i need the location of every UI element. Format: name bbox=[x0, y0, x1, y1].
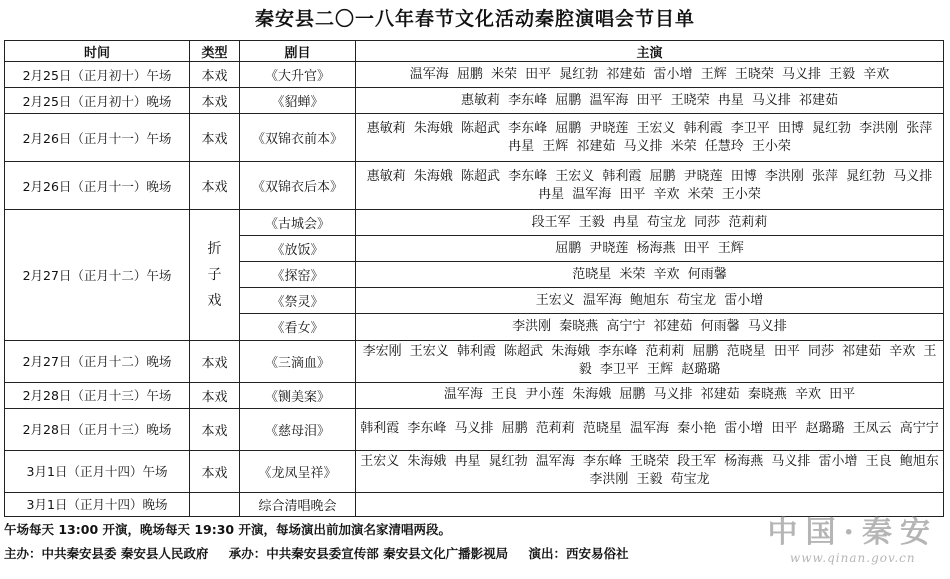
row-type: 本戏 bbox=[190, 450, 240, 492]
organizer-text: 承办：中共秦安县委宣传部 秦安县文化广播影视局 bbox=[228, 546, 509, 561]
row-type bbox=[190, 492, 240, 516]
row-cast: 李洪刚 秦晓燕 高宁宁 祁建茹 何雨馨 马义排 bbox=[356, 314, 944, 340]
performer-text: 演出：西安易俗社 bbox=[528, 546, 629, 561]
watermark-text: 中国·秦安 bbox=[767, 515, 938, 550]
table-row bbox=[5, 492, 944, 516]
row-time: 2月27日（正月十二）午场 bbox=[5, 210, 190, 340]
row-play: 《古城会》 bbox=[240, 210, 356, 236]
row-cast: 惠敏莉 朱海娥 陈超武 李东峰 屈鹏 尹晓莲 王宏义 韩利霞 李卫平 田博 晁红勃 李洪刚 张萍 冉星 王辉 祁建茹 马义排 米荣 任慧玲 王小荣 bbox=[356, 114, 944, 162]
row-time: 3月1日（正月十四）午场 bbox=[5, 450, 190, 492]
row-play: 《铡美案》 bbox=[240, 382, 356, 408]
header-type: 类型 bbox=[190, 41, 240, 62]
page-title: 秦安县二〇一八年春节文化活动秦腔演唱会节目单 bbox=[254, 8, 695, 30]
watermark-url: www.qinan.gov.cn bbox=[789, 551, 916, 565]
row-time: 3月1日（正月十四）晚场 bbox=[5, 492, 190, 516]
organizers-line bbox=[4, 544, 644, 562]
row-play: 《双锦衣后本》 bbox=[240, 162, 356, 210]
row-cast: 王宏义 朱海娥 冉星 晁红勃 温军海 李东峰 王晓荣 段王军 杨海燕 马义排 雷小增 王良 鲍旭东 李洪刚 王毅 苟宝龙 bbox=[356, 450, 944, 492]
table-row bbox=[5, 382, 944, 408]
table-row bbox=[5, 62, 944, 88]
row-play: 《看女》 bbox=[240, 314, 356, 340]
row-cast: 王宏义 温军海 鲍旭东 苟宝龙 雷小增 bbox=[356, 288, 944, 314]
row-play: 《祭灵》 bbox=[240, 288, 356, 314]
row-play: 《放饭》 bbox=[240, 236, 356, 262]
row-type: 本戏 bbox=[190, 340, 240, 382]
row-type-label: 折子戏 bbox=[207, 240, 222, 309]
row-play: 综合清唱晚会 bbox=[240, 492, 356, 516]
table-row bbox=[5, 210, 944, 236]
row-play: 《貂蝉》 bbox=[240, 88, 356, 114]
row-type: 本戏 bbox=[190, 408, 240, 450]
row-type: 本戏 bbox=[190, 88, 240, 114]
row-cast: 温军海 屈鹏 米荣 田平 晁红勃 祁建茹 雷小增 王辉 王晓荣 马义排 王毅 辛欢 bbox=[356, 62, 944, 88]
header-play: 剧目 bbox=[240, 41, 356, 62]
watermark-logo bbox=[768, 515, 938, 565]
row-time: 2月26日（正月十一）晚场 bbox=[5, 162, 190, 210]
row-cast: 段王军 王毅 冉星 苟宝龙 同莎 范莉莉 bbox=[356, 210, 944, 236]
row-time: 2月28日（正月十三）午场 bbox=[5, 382, 190, 408]
row-time: 2月26日（正月十一）午场 bbox=[5, 114, 190, 162]
host-text: 主办：中共秦安县委 秦安县人民政府 bbox=[4, 546, 209, 561]
program-table bbox=[4, 40, 944, 517]
table-row bbox=[5, 408, 944, 450]
row-time: 2月25日（正月初十）午场 bbox=[5, 62, 190, 88]
table-row bbox=[5, 450, 944, 492]
header-row bbox=[5, 41, 944, 62]
row-play: 《龙凤呈祥》 bbox=[240, 450, 356, 492]
row-type: 本戏 bbox=[190, 382, 240, 408]
table-row bbox=[5, 162, 944, 210]
row-cast: 韩利霞 李东峰 马义排 屈鹏 范莉莉 范晓星 温军海 秦小艳 雷小增 田平 赵璐璐 王凤云 高宁宁 bbox=[356, 408, 944, 450]
row-play: 《慈母泪》 bbox=[240, 408, 356, 450]
header-cast: 主演 bbox=[356, 41, 944, 62]
header-time: 时间 bbox=[5, 41, 190, 62]
row-time: 2月28日（正月十三）晚场 bbox=[5, 408, 190, 450]
row-type: 本戏 bbox=[190, 162, 240, 210]
row-play: 《探窑》 bbox=[240, 262, 356, 288]
row-cast bbox=[356, 492, 944, 516]
row-type-vertical bbox=[190, 210, 240, 340]
row-type: 本戏 bbox=[190, 62, 240, 88]
row-cast: 温军海 王良 尹小莲 朱海娥 屈鹏 马义排 祁建茹 秦晓燕 辛欢 田平 bbox=[356, 382, 944, 408]
row-time: 2月27日（正月十二）晚场 bbox=[5, 340, 190, 382]
row-play: 《三滴血》 bbox=[240, 340, 356, 382]
schedule-note: 午场每天 13:00 开演，晚场每天 19:30 开演，每场演出前加演名家清唱两段。 bbox=[4, 522, 451, 537]
row-cast: 李宏刚 王宏义 韩利霞 陈超武 朱海娥 李东峰 范莉莉 屈鹏 范晓星 田平 同莎 祁建茹 辛欢 王毅 李卫平 王辉 赵璐璐 bbox=[356, 340, 944, 382]
row-type: 本戏 bbox=[190, 114, 240, 162]
row-cast: 屈鹏 尹晓莲 杨海燕 田平 王辉 bbox=[356, 236, 944, 262]
row-cast: 惠敏莉 朱海娥 陈超武 李东峰 王宏义 韩利霞 屈鹏 尹晓莲 田博 李洪刚 张萍 晁红勃 马义排 冉星 温军海 田平 辛欢 米荣 王小荣 bbox=[356, 162, 944, 210]
row-time: 2月25日（正月初十）晚场 bbox=[5, 88, 190, 114]
table-row bbox=[5, 88, 944, 114]
table-row bbox=[5, 114, 944, 162]
row-cast: 范晓星 米荣 辛欢 何雨馨 bbox=[356, 262, 944, 288]
row-play: 《双锦衣前本》 bbox=[240, 114, 356, 162]
table-row bbox=[5, 340, 944, 382]
row-cast: 惠敏莉 李东峰 屈鹏 温军海 田平 王晓荣 冉星 马义排 祁建茹 bbox=[356, 88, 944, 114]
row-play: 《大升官》 bbox=[240, 62, 356, 88]
